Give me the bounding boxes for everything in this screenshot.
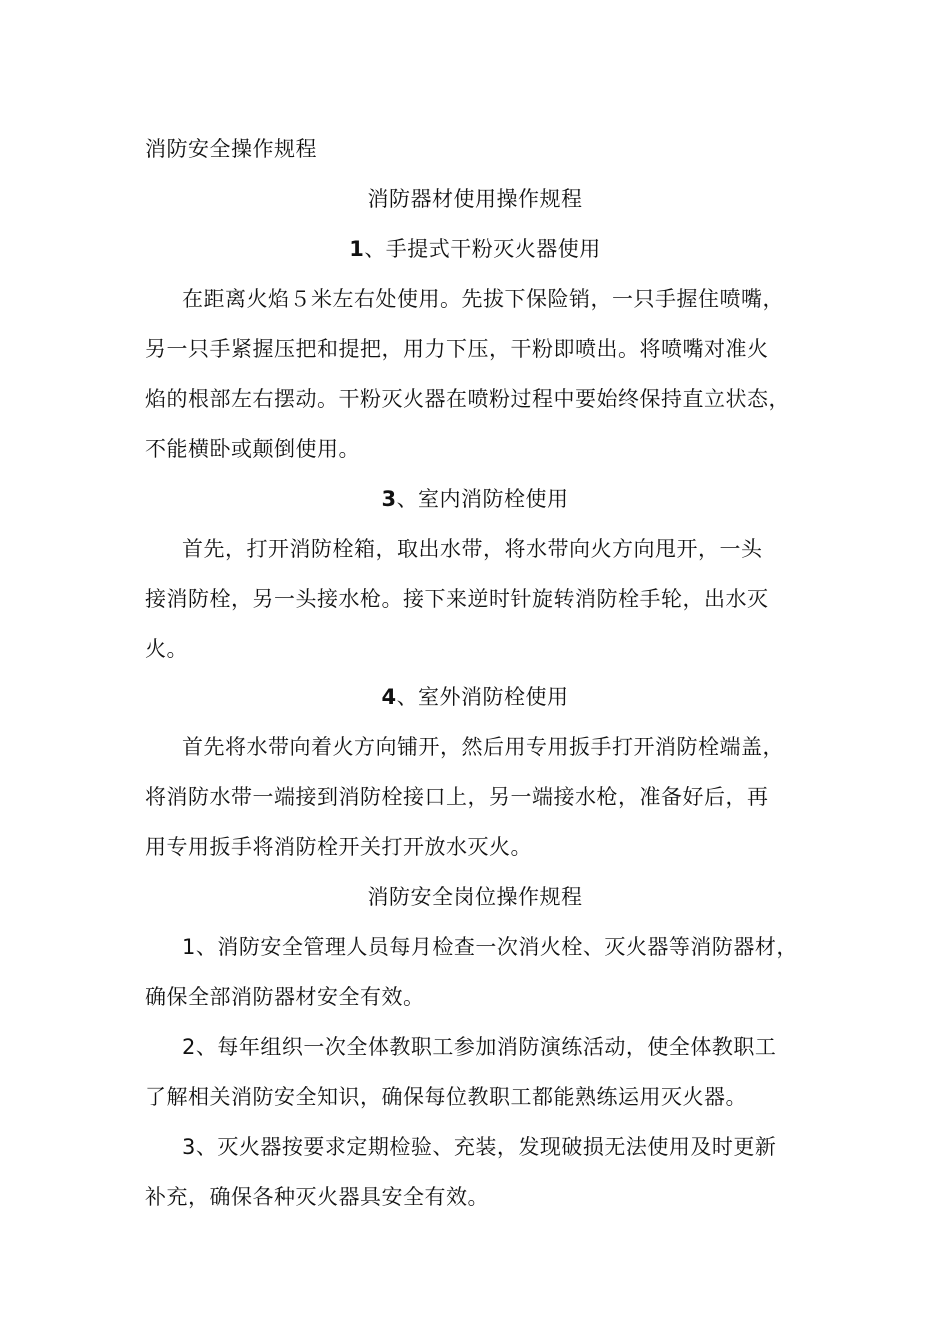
paragraph-line: 将消防水带一端接到消防栓接口上，另一端接水枪，准备好后，再 xyxy=(145,785,769,809)
paragraph-line: 首先，打开消防栓箱，取出水带，将水带向火方向甩开，一头 xyxy=(182,537,763,561)
paragraph-line: 确保全部消防器材安全有效。 xyxy=(145,985,425,1009)
item-heading-text: 、手提式干粉灭火器使用 xyxy=(364,237,601,261)
section-heading-post: 消防安全岗位操作规程 xyxy=(367,885,583,909)
item-number: 4 xyxy=(381,685,397,709)
item-heading-text: 、室内消防栓使用 xyxy=(396,487,569,511)
item-heading-indoor-hydrant xyxy=(145,484,805,514)
paragraph-line: 接消防栓，另一头接水枪。接下来逆时针旋转消防栓手轮，出水灭 xyxy=(145,587,769,611)
paragraph-line: 焰的根部左右摆动。干粉灭火器在喷粉过程中要始终保持直立状态， xyxy=(145,387,790,411)
paragraph-line: 不能横卧或颠倒使用。 xyxy=(145,437,360,461)
document-title: 消防安全操作规程 xyxy=(145,137,317,161)
item-number: 1 xyxy=(349,237,365,261)
paragraph-line: 在距离火焰５米左右处使用。先拔下保险销，一只手握住喷嘴， xyxy=(182,287,784,311)
paragraph-line: 1、消防安全管理人员每月检查一次消火栓、灭火器等消防器材， xyxy=(182,935,798,959)
section-heading-equipment: 消防器材使用操作规程 xyxy=(367,187,583,211)
paragraph-line: 了解相关消防安全知识，确保每位教职工都能熟练运用灭火器。 xyxy=(145,1085,747,1109)
item-heading-text: 、室外消防栓使用 xyxy=(396,685,569,709)
paragraph-line: 火。 xyxy=(145,637,188,661)
paragraph-line: 3、灭火器按要求定期检验、充装，发现破损无法使用及时更新 xyxy=(182,1135,777,1159)
paragraph-line: 补充，确保各种灭火器具安全有效。 xyxy=(145,1185,489,1209)
paragraph-line: 另一只手紧握压把和提把，用力下压，干粉即喷出。将喷嘴对准火 xyxy=(145,337,769,361)
item-heading-outdoor-hydrant xyxy=(145,682,805,712)
item-heading-extinguisher xyxy=(145,234,805,264)
paragraph-line: 首先将水带向着火方向铺开，然后用专用扳手打开消防栓端盖， xyxy=(182,735,784,759)
paragraph-line: 用专用扳手将消防栓开关打开放水灭火。 xyxy=(145,835,532,859)
item-number: 3 xyxy=(381,487,397,511)
paragraph-line: 2、每年组织一次全体教职工参加消防演练活动，使全体教职工 xyxy=(182,1035,777,1059)
